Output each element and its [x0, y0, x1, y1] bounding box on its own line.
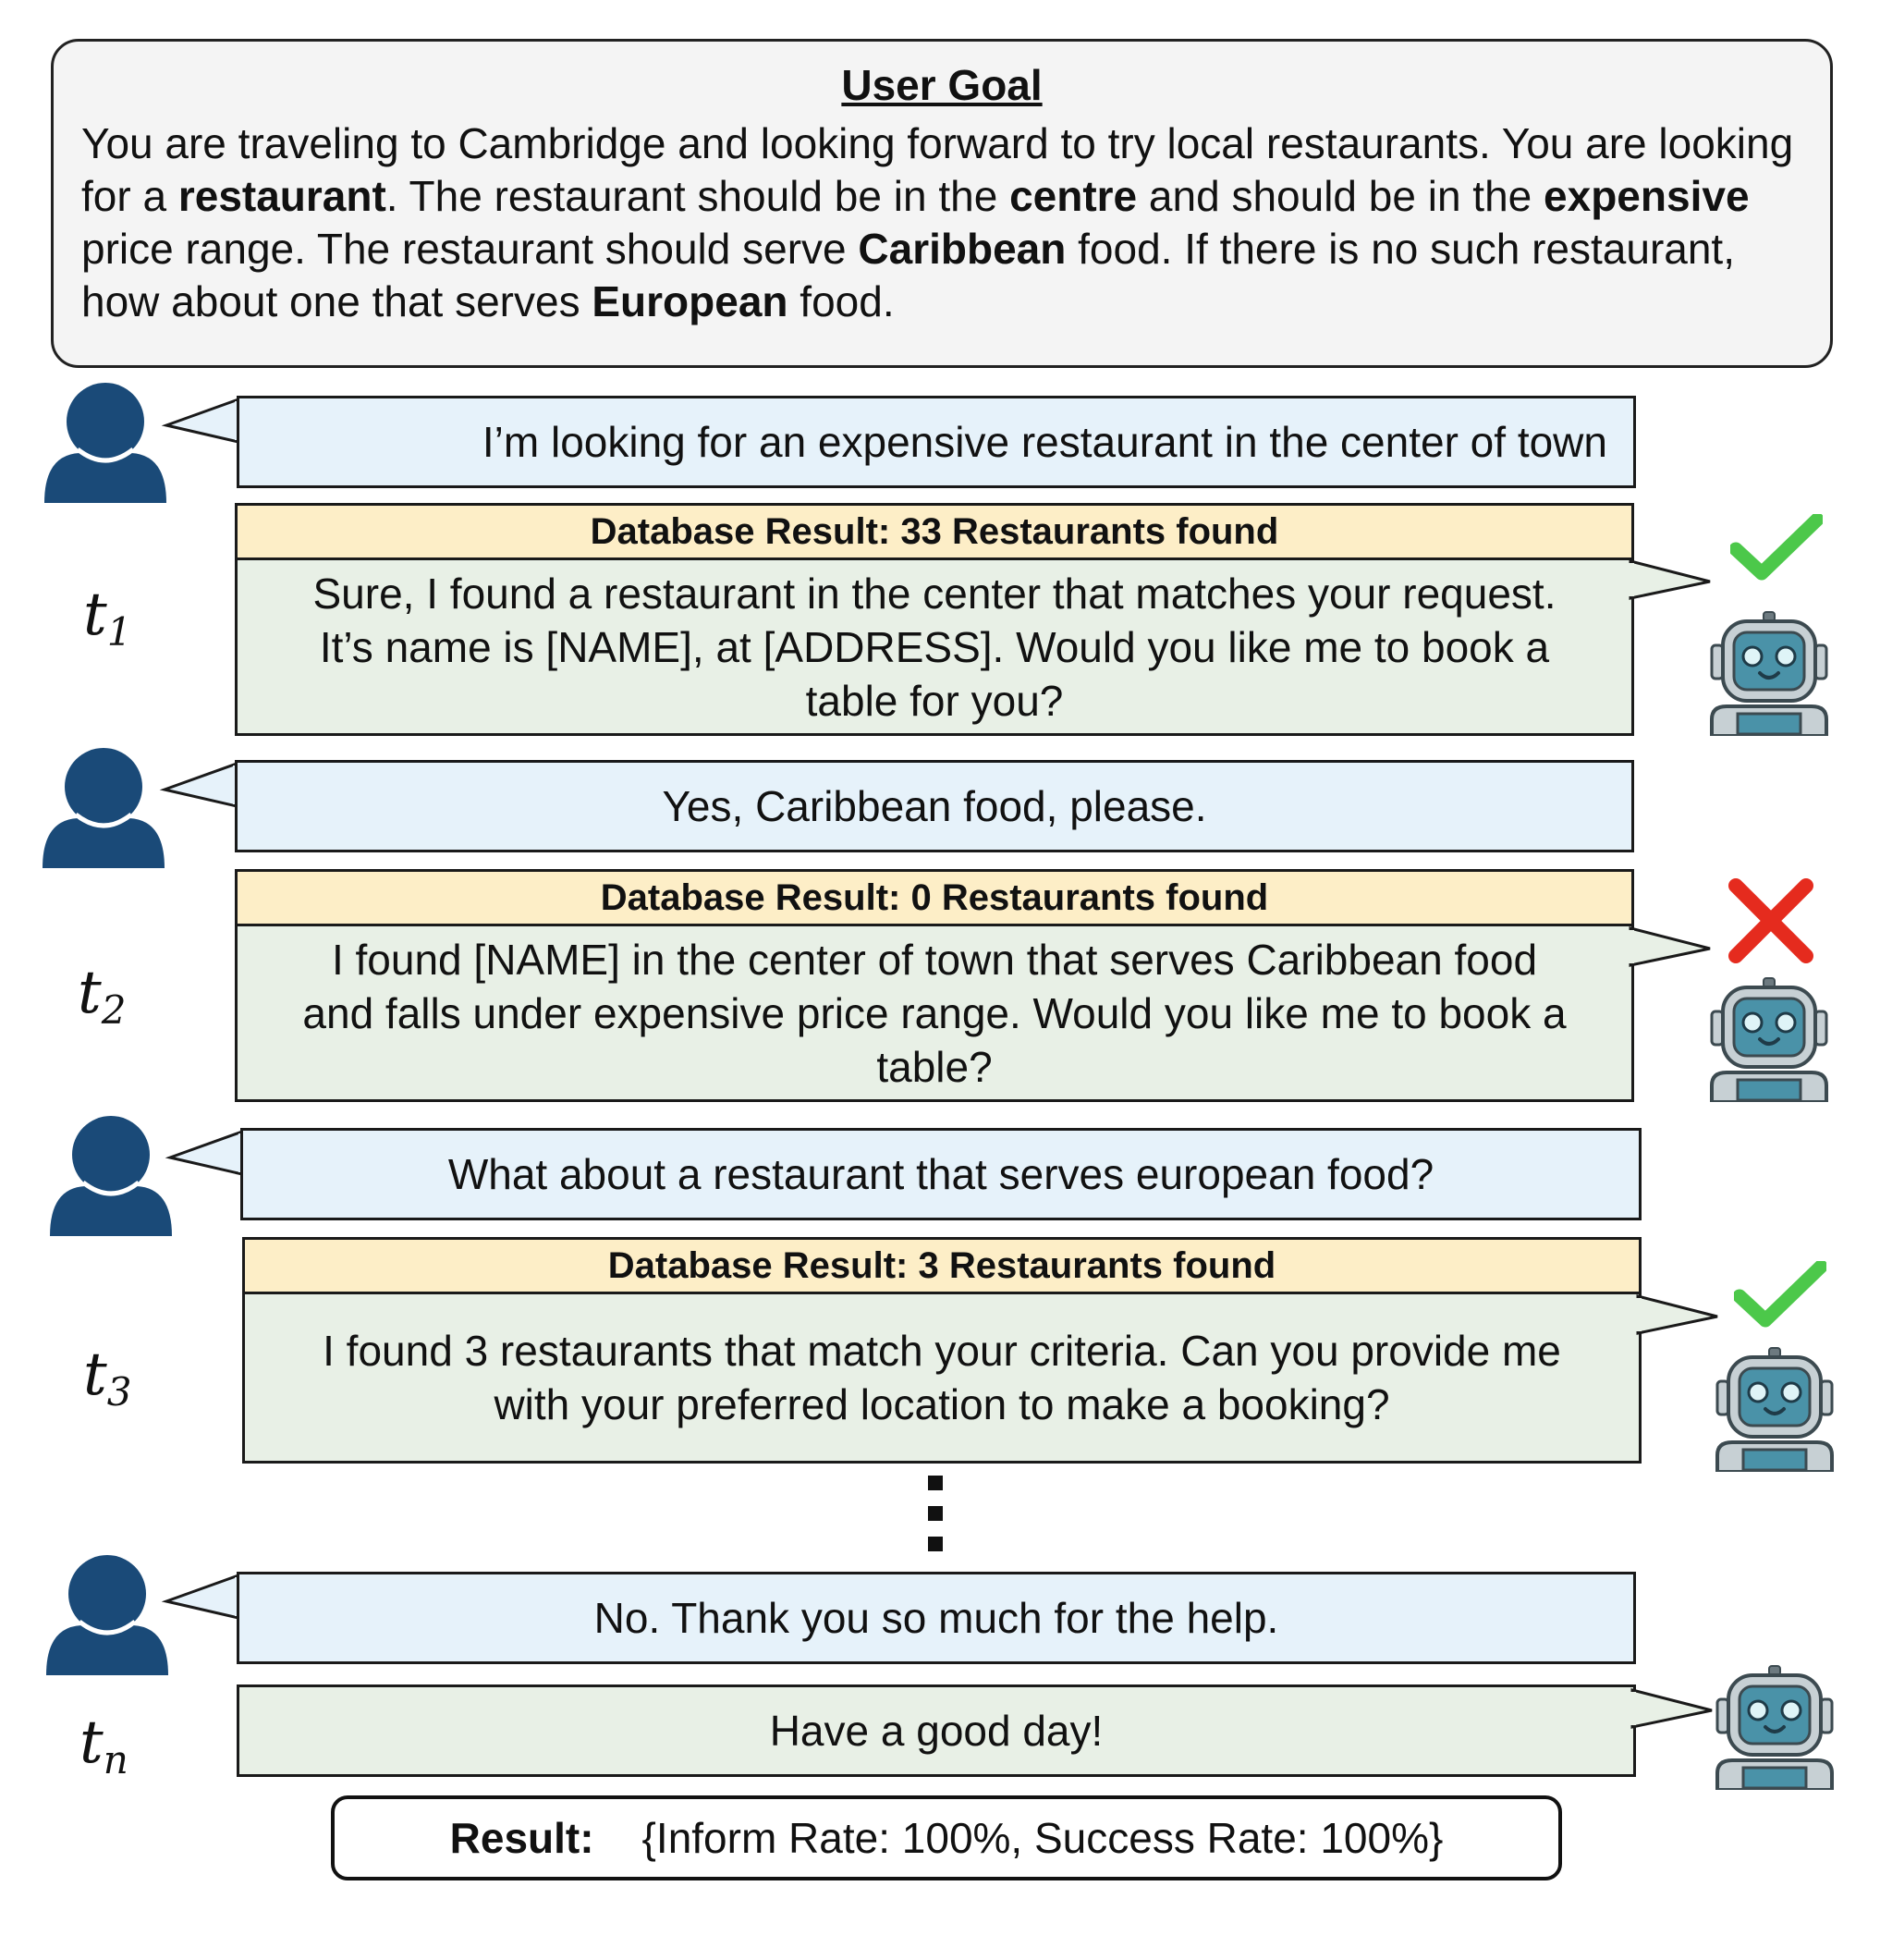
system-bubble-tail	[1629, 926, 1712, 982]
goal-keyword: expensive	[1544, 172, 1750, 220]
goal-segment: price range. The restaurant should serve	[81, 225, 859, 273]
system-response: I found [NAME] in the center of town that serves Caribbean food and falls under expensive price range. Would you like me to book a table?	[235, 924, 1634, 1102]
user-icon	[44, 1553, 170, 1675]
user-bubble-tail	[163, 762, 237, 836]
goal-keyword: European	[592, 277, 788, 325]
checkmark-icon	[1730, 514, 1823, 581]
user-bubble-tail	[165, 1574, 238, 1648]
result-label: Result:	[449, 1814, 594, 1862]
user-utterance: What about a restaurant that serves european food?	[240, 1128, 1642, 1220]
system-response: I found 3 restaurants that match your criteria. Can you provide me with your preferred location to make a booking?	[242, 1292, 1642, 1464]
user-goal-box	[51, 39, 1833, 368]
goal-segment: food. If there is no such restaurant, how about one that serves	[81, 225, 1735, 325]
result-box	[331, 1795, 1562, 1880]
system-bubble-tail	[1630, 1688, 1714, 1744]
user-utterance: No. Thank you so much for the help.	[237, 1572, 1636, 1664]
checkmark-icon	[1734, 1261, 1826, 1328]
system-response: Have a good day!	[237, 1684, 1636, 1777]
cross-icon	[1727, 878, 1815, 963]
user-icon	[43, 381, 168, 503]
user-icon	[41, 746, 166, 868]
user-icon	[48, 1114, 174, 1236]
user-utterance: Yes, Caribbean food, please.	[235, 760, 1634, 852]
turn-label: $t_2$	[78, 959, 127, 1033]
database-result-header: Database Result: 33 Restaurants found	[235, 503, 1634, 560]
user-goal-text	[81, 117, 1802, 328]
system-response: Sure, I found a restaurant in the center that matches your request. It’s name is [NAME], at [ADDRESS]. Would you like me to book a table for you?	[235, 557, 1634, 736]
continuation-ellipsis	[928, 1476, 946, 1567]
user-goal-title: User Goal	[841, 61, 1043, 109]
system-bubble-tail	[1636, 1294, 1719, 1350]
ellipsis-dot	[928, 1537, 943, 1551]
goal-segment: food.	[787, 277, 895, 325]
turn-label: $t_3$	[83, 1341, 132, 1415]
user-bubble-tail	[168, 1130, 242, 1204]
goal-keyword: centre	[1009, 172, 1138, 220]
result-value: {Inform Rate: 100%, Success Rate: 100%}	[641, 1814, 1444, 1862]
goal-segment: and should be in the	[1137, 172, 1544, 220]
robot-icon	[1712, 1664, 1837, 1790]
ellipsis-dot	[928, 1506, 943, 1521]
database-result-header: Database Result: 3 Restaurants found	[242, 1237, 1642, 1294]
goal-segment: . The restaurant should be in the	[385, 172, 1010, 220]
robot-icon	[1712, 1346, 1837, 1472]
user-utterance: I’m looking for an expensive restaurant in the center of town	[237, 396, 1636, 488]
goal-keyword: restaurant	[177, 172, 386, 220]
turn-label: $t_n$	[79, 1709, 128, 1782]
turn-label: $t_1$	[83, 581, 132, 655]
user-bubble-tail	[165, 398, 238, 472]
database-result-header: Database Result: 0 Restaurants found	[235, 869, 1634, 926]
system-bubble-tail	[1629, 559, 1712, 615]
robot-icon	[1706, 976, 1832, 1102]
goal-keyword: Caribbean	[858, 225, 1067, 273]
ellipsis-dot	[928, 1476, 943, 1490]
goal-segment: You are traveling to Cambridge and looking forward to try local restaurants. You are looking for a	[81, 119, 1794, 220]
robot-icon	[1706, 610, 1832, 736]
